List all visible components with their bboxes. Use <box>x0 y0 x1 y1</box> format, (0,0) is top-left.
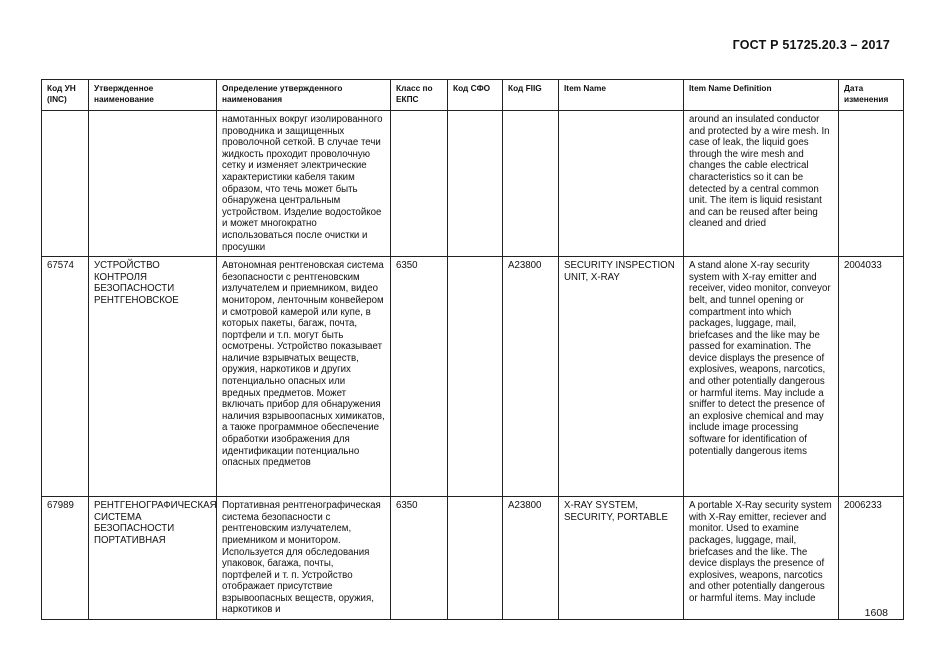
cell-inc <box>42 111 89 257</box>
document-code: ГОСТ Р 51725.20.3 – 2017 <box>732 38 890 52</box>
cell-ekps <box>391 111 448 257</box>
col-header-fiig: Код FIIG <box>503 80 559 111</box>
table-row <box>42 257 904 497</box>
cell-date: 2004033 <box>839 257 904 497</box>
cell-inc: 67574 <box>42 257 89 497</box>
col-header-date: Дата изменения <box>839 80 904 111</box>
cell-sfo <box>448 257 503 497</box>
cell-definition-ru: Автономная рентгеновская система безопасности с рентгеновским излучателем и приемником, видео монитором, ленточным конвейером и смотровой камерой или купе, в которых пакеты, багаж, почта, портфели и т.п. могут быть осмотрены. Устройство показывает наличие взрывчатых веществ, оружия, наркотиков и других потенциально опасных или вредных предметов. Может включать прибор для обнаружения наличия взрывоопасных химикатов, а также программное обеспечение обработки изображения для идентификации потенциально опасных предметов <box>217 257 391 497</box>
col-header-ekps: Класс по ЕКПС <box>391 80 448 111</box>
col-header-definition-ru: Определение утвержденного наименования <box>217 80 391 111</box>
table-row <box>42 497 904 620</box>
cell-fiig: A23800 <box>503 497 559 620</box>
cell-ekps: 6350 <box>391 497 448 620</box>
col-header-definition-en: Item Name Definition <box>684 80 839 111</box>
cell-name-ru: УСТРОЙСТВО КОНТРОЛЯ БЕЗОПАСНОСТИ РЕНТГЕНОВСКОЕ <box>89 257 217 497</box>
cell-date: 2006233 <box>839 497 904 620</box>
cell-definition-en: A portable X-Ray security system with X-Ray emitter, reciever and monitor. Used to examine packages, luggage, mail, briefcases and the like. The device displays the presence of explosives, weapons, narcotics and other potentially dangerous or harmful items. May include <box>684 497 839 620</box>
cell-item-name: SECURITY INSPECTION UNIT, X-RAY <box>559 257 684 497</box>
col-header-item-name: Item Name <box>559 80 684 111</box>
cell-definition-ru: Портативная рентгенографическая система безопасности с рентгеновским излучателем, приемником и монитором. Используется для обследования упаковок, багажа, почты, портфелей и т. п. Устройство отображает присутствие взрывоопасных веществ, оружия, наркотиков и <box>217 497 391 620</box>
cell-ekps: 6350 <box>391 257 448 497</box>
header-row <box>42 80 904 111</box>
cell-date <box>839 111 904 257</box>
cell-sfo <box>448 497 503 620</box>
table-row <box>42 111 904 257</box>
cell-name-ru <box>89 111 217 257</box>
cell-inc: 67989 <box>42 497 89 620</box>
col-header-name-ru: Утвержденное наименование <box>89 80 217 111</box>
cell-sfo <box>448 111 503 257</box>
cell-definition-ru: намотанных вокруг изолированного проводника и защищенных проволочной сеткой. В случае течи жидкость проходит проволочную сетку и изменяет электрические характеристики кабеля таким образом, что течь может быть обнаружена центральным устройством. Изделие водостойкое и может многократно использоваться после очистки и просушки <box>217 111 391 257</box>
cell-definition-en: around an insulated conductor and protected by a wire mesh. In case of leak, the liquid goes through the wire mesh and changes the cable electrical characteristics so it can be detected by a central common unit. The item is liquid resistant and can be reused after being cleaned and dried <box>684 111 839 257</box>
col-header-inc: Код УН (INC) <box>42 80 89 111</box>
cell-item-name <box>559 111 684 257</box>
page-number: 1608 <box>864 607 888 619</box>
cell-fiig: A23800 <box>503 257 559 497</box>
col-header-sfo: Код СФО <box>448 80 503 111</box>
cell-item-name: X-RAY SYSTEM, SECURITY, PORTABLE <box>559 497 684 620</box>
cell-name-ru: РЕНТГЕНОГРАФИЧЕСКАЯ СИСТЕМА БЕЗОПАСНОСТИ ПОРТАТИВНАЯ <box>89 497 217 620</box>
cell-fiig <box>503 111 559 257</box>
catalog-table <box>41 79 904 620</box>
cell-definition-en: A stand alone X-ray security system with X-ray emitter and receiver, video monitor, conveyor belt, and tunnel opening or compartment into which packages, luggage, mail, briefcases and the like may be passed for examination. The device displays the presence of explosives, weapons, narcotics, and other potentially dangerous or harmful items. May include a sniffer to detect the presence of an explosive chemical and may include image processing software for identification of potentially dangerous items <box>684 257 839 497</box>
